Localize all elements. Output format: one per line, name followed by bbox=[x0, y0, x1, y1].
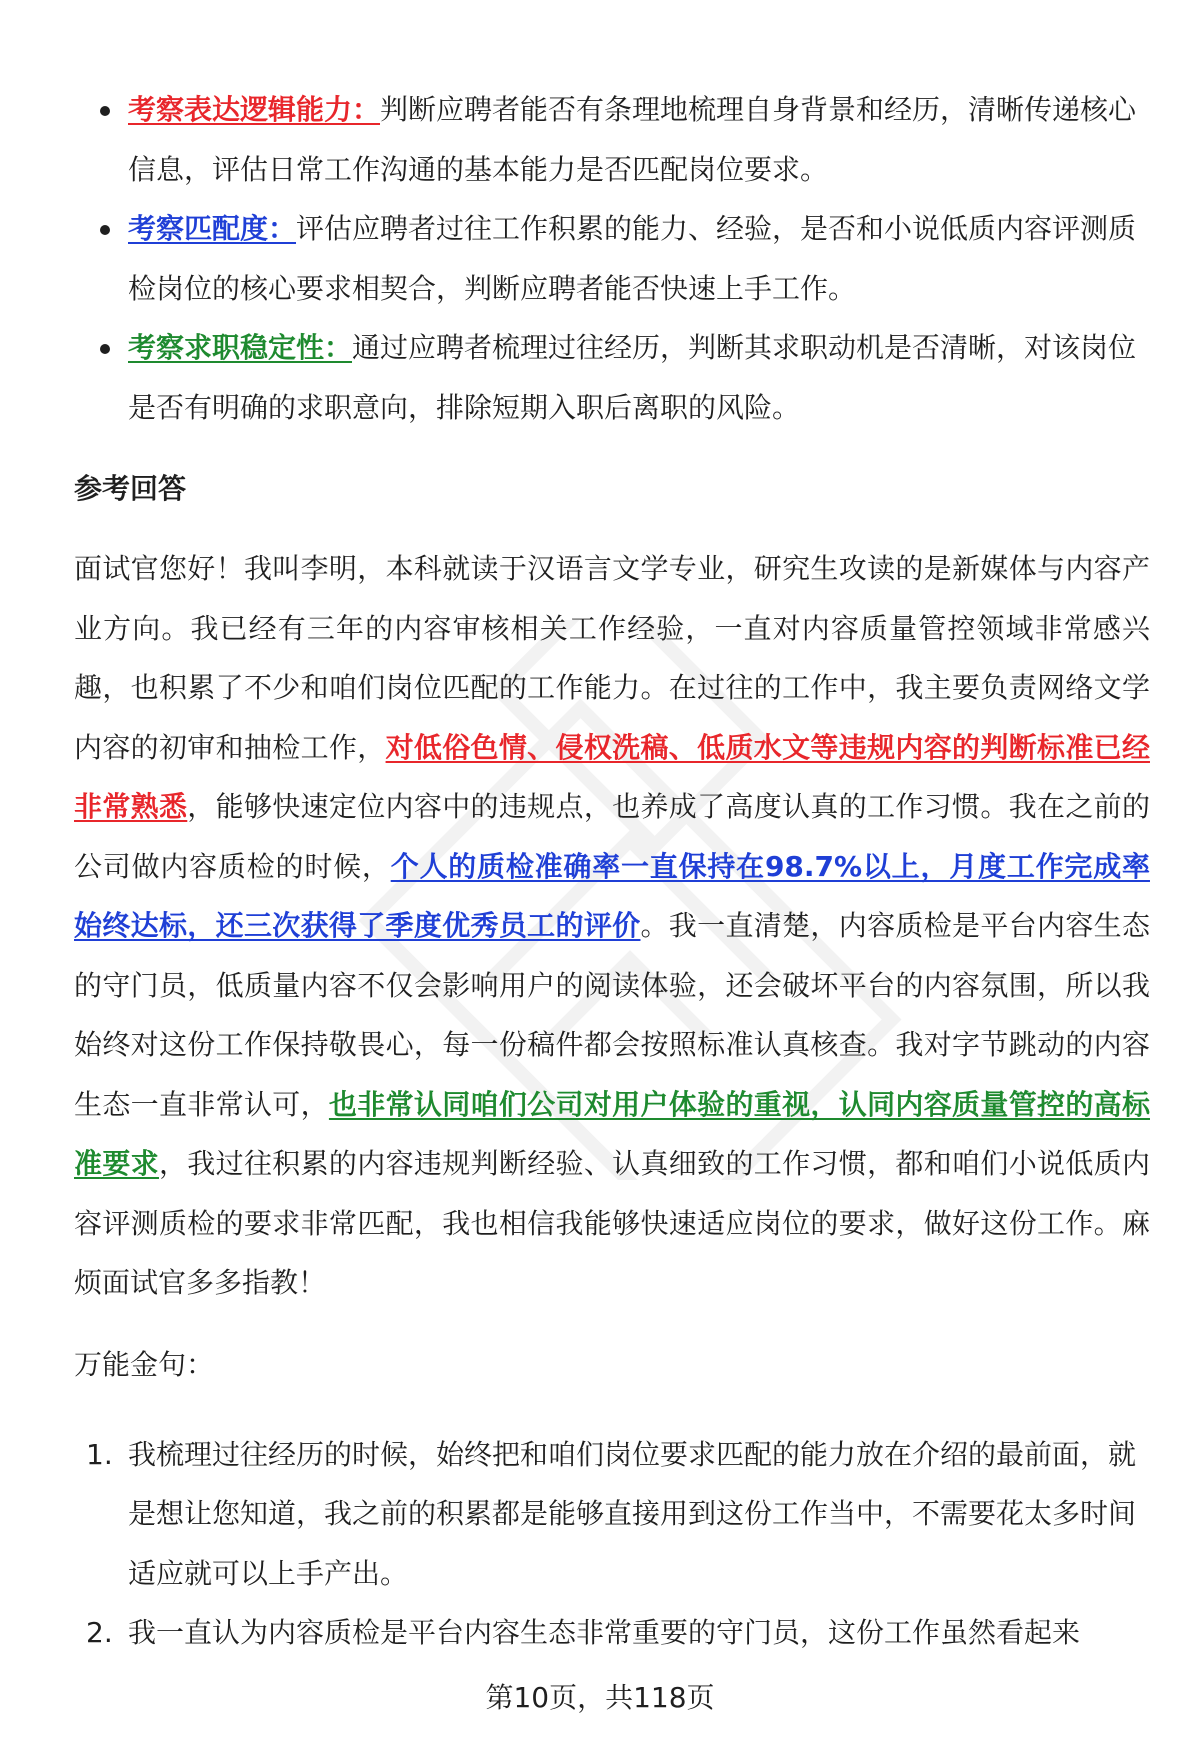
main-content bbox=[74, 80, 1150, 1663]
criterion-label: 考察表达逻辑能力： bbox=[128, 93, 381, 126]
item-text: 我梳理过往经历的时候，始终把和咱们岗位要求匹配的能力放在介绍的最前面，就是想让您知道，我之前的积累都是能够直接用到这份工作当中，不需要花太多时间适应就可以上手产出。 bbox=[128, 1437, 1137, 1590]
item-number: 2. bbox=[86, 1616, 113, 1649]
criterion-label: 考察匹配度： bbox=[128, 212, 297, 245]
criterion-label: 考察求职稳定性： bbox=[128, 331, 353, 364]
answer-text: ，我过往积累的内容违规判断经验、认真细致的工作习惯，都和咱们小说低质内容评测质检的要求非常匹配，我也相信我能够快速适应岗位的要求，做好这份工作。麻烦面试官多多指教！ bbox=[74, 1147, 1150, 1299]
answer-highlight-red: 对低俗色情、侵权洗稿、低质水文等违规内容的判断标准已经非常熟悉 bbox=[74, 730, 1150, 823]
bullet-icon bbox=[100, 344, 110, 354]
golden-sentences-list bbox=[74, 1425, 1150, 1663]
assessment-criteria-list bbox=[74, 80, 1150, 437]
criterion-text: 判断应聘者能否有条理地梳理自身背景和经历，清晰传递核心信息，评估日常工作沟通的基本能力是否匹配岗位要求。 bbox=[128, 93, 1137, 186]
answer-text: 面试官您好！我叫李明，本科就读于汉语言文学专业，研究生攻读的是新媒体与内容产业方向。我已经有三年的内容审核相关工作经验，一直对内容质量管控领域非常感兴趣，也积累了不少和咱们岗位匹配的工作能力。在过往的工作中，我主要负责网络文学内容的初审和抽检工作， bbox=[74, 552, 1150, 764]
answer-text: 。我一直清楚，内容质检是平台内容生态的守门员，低质量内容不仅会影响用户的阅读体验，还会破坏平台的内容氛围，所以我始终对这份工作保持敬畏心，每一份稿件都会按照标准认真核查。我对字节跳动的内容生态一直非常认可， bbox=[74, 909, 1150, 1121]
criterion-item bbox=[74, 80, 1150, 199]
golden-sentences-label: 万能金句： bbox=[74, 1347, 215, 1381]
reference-answer-paragraph bbox=[74, 539, 1150, 1313]
bullet-icon bbox=[100, 106, 110, 116]
reference-answer-heading: 参考回答 bbox=[74, 472, 187, 505]
golden-sentence-item bbox=[74, 1603, 1150, 1663]
criterion-item bbox=[74, 199, 1150, 318]
golden-sentence-item bbox=[74, 1425, 1150, 1604]
bullet-icon bbox=[100, 225, 110, 235]
criterion-item bbox=[74, 318, 1150, 437]
criterion-text: 通过应聘者梳理过往经历，判断其求职动机是否清晰，对该岗位是否有明确的求职意向，排除短期入职后离职的风险。 bbox=[128, 331, 1137, 424]
answer-highlight-green: 也非常认同咱们公司对用户体验的重视，认同内容质量管控的高标准要求 bbox=[74, 1087, 1150, 1180]
page-footer: 第10页，共118页 bbox=[485, 1681, 715, 1714]
answer-highlight-blue: 个人的质检准确率一直保持在98.7%以上，月度工作完成率始终达标，还三次获得了季度优秀员工的评价 bbox=[74, 849, 1150, 942]
answer-text: ，能够快速定位内容中的违规点，也养成了高度认真的工作习惯。我在之前的公司做内容质检的时候， bbox=[74, 790, 1150, 883]
criterion-text: 评估应聘者过往工作积累的能力、经验，是否和小说低质内容评测质检岗位的核心要求相契合，判断应聘者能否快速上手工作。 bbox=[128, 212, 1137, 305]
item-text: 我一直认为内容质检是平台内容生态非常重要的守门员，这份工作虽然看起来 bbox=[128, 1616, 1081, 1649]
item-number: 1. bbox=[86, 1437, 113, 1471]
